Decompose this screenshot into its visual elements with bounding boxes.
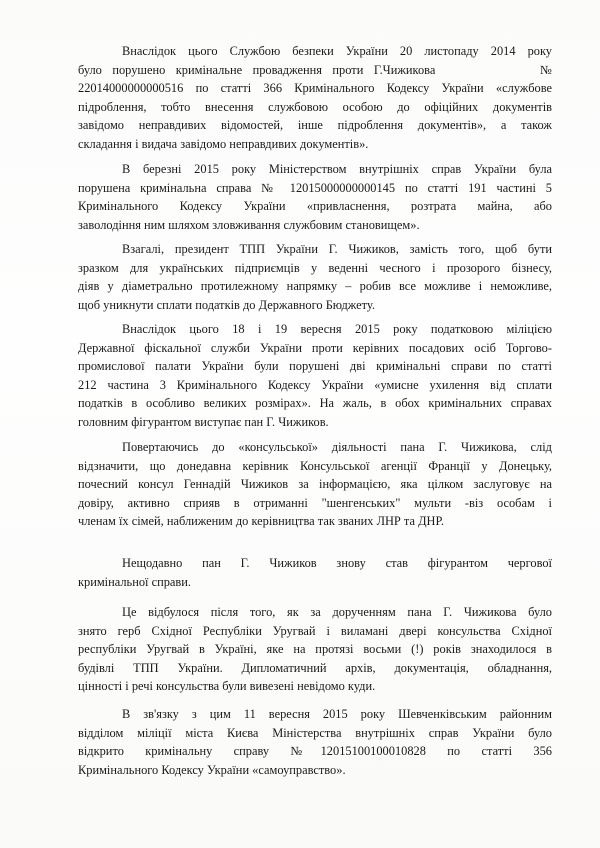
paragraph-sbu-case (78, 42, 552, 154)
text-line: будівлі ТПП України. Дипломатичний архів, документація, обладнання, (78, 660, 552, 675)
text-line: цінності і речі консульства були вивезені невідомо куди. (78, 679, 376, 694)
paragraph-new-case (78, 554, 552, 591)
paragraph-mvs-case (78, 160, 552, 234)
text-line: Державної фіскальної служби України проти керівних посадових осіб Торгово- (78, 340, 552, 355)
paragraph-consular-activity (78, 438, 552, 531)
text-line: Внаслідок цього Службою безпеки України 20 листопаду 2014 року (122, 44, 552, 58)
text-line: порушена кримінальна справа № 12015000000000145 по статті 191 частині 5 (78, 180, 552, 195)
text-line: заволодіння ним шляхом зловживання службовим становищем». (78, 217, 420, 232)
text-line: зразком для українських підприємців у веденні чесного і прозорого бізнесу, (78, 260, 552, 275)
text-line: Взагалі, президент ТПП України Г. Чижиков, замість того, щоб бути (122, 242, 552, 256)
text-line: Кримінального Кодексу України «привласнення, розтрата майна, або (78, 199, 552, 214)
text-line: 212 частина 3 Кримінального Кодексу України «умисне ухилення від сплати (78, 377, 552, 392)
text-line: податків в особливо великих розмірах». На жаль, в обох кримінальних справах (78, 396, 552, 411)
text-line: почесний консул Геннадій Чижиков за інформацією, яка цілком заслуговує на (78, 477, 552, 492)
text-line: складання і видача завідомо неправдивих документів». (78, 136, 369, 151)
text-line: відзначити, що донедавна керівник Консульської агенції Франції у Донецьку, (78, 458, 552, 473)
text-line: довіру, активно сприяв в отриманні "шенгенських" мульти -віз особам і (78, 495, 552, 510)
text-line: відкрито кримінальну справу №12015100100010828 по статті 356 (78, 744, 552, 759)
text-line: Це відбулося після того, як за дорученням пана Г. Чижикова було (122, 605, 552, 619)
text-line: республіки Уругвай в Україні, яке на протязі восьми (!) років знаходилося в (78, 642, 552, 657)
text-line: щоб уникнути сплати податків до Державного Бюджету. (78, 297, 375, 312)
text-line: головним фігурантом виступає пан Г. Чижиков. (78, 414, 329, 429)
text-line: Внаслідок цього 18 і 19 вересня 2015 року податковою міліцією (122, 322, 552, 336)
text-line: кримінальної справи. (78, 574, 191, 589)
text-line: підроблення, тобто внесення службовою особою до офіційних документів (78, 99, 552, 114)
text-line: Кримінального Кодексу України «самоуправство». (78, 762, 346, 777)
paragraph-uruguay-consulate (78, 603, 552, 696)
text-line: було порушено кримінальне провадження проти Г.Чижикова № (78, 62, 552, 77)
text-line: членам їх сімей, наближеним до керівництва так званих ЛНР та ДНР. (78, 514, 444, 529)
text-line: промислової палати України були порушені дві кримінальні справи по статті (78, 359, 552, 374)
text-line: відділом міліції міста Києва Міністерства внутрішніх справ України було (78, 725, 552, 740)
paragraph-president-conduct (78, 240, 552, 314)
paragraph-shevchenko-police-case (78, 705, 552, 779)
paragraph-tax-cases (78, 320, 552, 432)
text-line: завідомо неправдивих відомостей, інше підроблення документів», а також (78, 118, 552, 133)
text-line: діяв у діаметрально протилежному напрямку – робив все можливе і неможливе, (78, 279, 552, 294)
text-line: Повертаючись до «консульської» діяльності пана Г. Чижикова, слід (122, 440, 552, 454)
text-line: 22014000000000516 по статті 366 Кримінального Кодексу України «службове (78, 81, 552, 96)
text-line: В зв'язку з цим 11 вересня 2015 року Шевченківським районним (122, 707, 552, 721)
text-line: В березні 2015 року Міністерством внутрішніх справ України була (122, 162, 552, 176)
text-line: Нещодавно пан Г. Чижиков знову став фігурантом чергової (122, 556, 552, 570)
text-line: знято герб Східної Республіки Уругвай і виламані двері консульства Східної (78, 623, 552, 638)
